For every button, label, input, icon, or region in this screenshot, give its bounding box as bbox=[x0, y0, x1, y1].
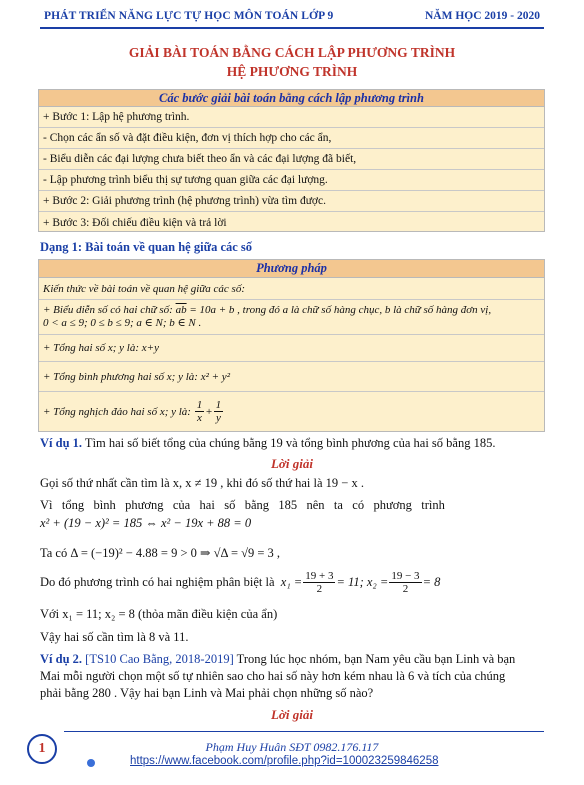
root-x1-label: x₁ = bbox=[280, 575, 303, 589]
header-divider bbox=[40, 27, 544, 29]
step-row: - Biểu diễn các đại lượng chưa biết theo ẩn và các đại lượng đã biết, bbox=[39, 149, 544, 170]
steps-box bbox=[38, 89, 545, 232]
root-end: = 8 bbox=[422, 575, 441, 589]
step-row: + Bước 2: Giải phương trình (hệ phương trình) vừa tìm được. bbox=[39, 191, 544, 212]
example1-label: Ví dụ 1. bbox=[40, 436, 83, 450]
example1-conclusion: Vậy hai số cần tìm là 8 và 11. bbox=[40, 630, 189, 644]
example2-solution-heading: Lời giải bbox=[270, 707, 313, 722]
fraction-1-over-x: $\frac{1}{x}$ bbox=[196, 399, 203, 424]
example1-line: Với x₁ = 11; x₂ = 8 (thỏa mãn điều kiện của ẩn) bbox=[40, 607, 278, 621]
method-sum-squares bbox=[39, 362, 544, 392]
method-two-digit-formula: = 10a + b , trong đó a là chữ số hàng chục, b là chữ số hàng đơn vị, bbox=[189, 304, 492, 316]
overline-ab: $\overline{ab}$ bbox=[175, 304, 187, 316]
page-number: 1 bbox=[27, 734, 57, 764]
example1-roots bbox=[40, 570, 440, 595]
example2-statement-line3: phải bằng 280 . Vậy hai bạn Linh và Mai phải chọn những số nào? bbox=[40, 686, 374, 700]
method-box bbox=[38, 259, 545, 432]
example2-statement-line1 bbox=[40, 652, 515, 667]
example1-text: Tìm hai số biết tổng của chúng bằng 19 và tổng bình phương của hai số bằng 185. bbox=[82, 436, 496, 450]
page-title-line2: HỆ PHƯƠNG TRÌNH bbox=[226, 64, 358, 79]
fraction-1-over-y: $\frac{1}{y}$ bbox=[215, 399, 222, 424]
step-row: - Lập phương trình biểu thị sự tương quan giữa các đại lượng. bbox=[39, 170, 544, 191]
bullet-icon bbox=[87, 759, 95, 767]
header-title: PHÁT TRIỂN NĂNG LỰC TỰ HỌC MÔN TOÁN LỚP 9 bbox=[44, 10, 334, 22]
example1-solution-heading: Lời giải bbox=[270, 456, 313, 471]
method-sum-squares-label: + Tổng bình phương hai số x; y là: bbox=[43, 370, 198, 383]
steps-box-heading: Các bước giải bài toán bằng cách lập phương trình bbox=[39, 90, 544, 107]
section-heading-dang1: Dạng 1: Bài toán về quan hệ giữa các số bbox=[40, 240, 253, 254]
example2-source: [TS10 Cao Bằng, 2018-2019] bbox=[82, 652, 234, 666]
example2-statement-line2: Mai mỗi người chọn một số tự nhiên sao cho hai số này hơn kém nhau là 6 và tích của chúng bbox=[40, 669, 506, 683]
footer-divider bbox=[64, 731, 544, 732]
method-box-heading: Phương pháp bbox=[39, 260, 544, 278]
method-two-digit-conditions: 0 < a ≤ 9; 0 ≤ b ≤ 9; a ∈ N; b ∈ N . bbox=[43, 317, 202, 329]
example1-statement bbox=[40, 436, 495, 451]
step-row: + Bước 1: Lập hệ phương trình. bbox=[39, 107, 544, 128]
method-sum-inverse: + Tổng nghịch đảo hai số x; y là: $\frac{1}{x}$ + $\frac{1}{y}$ bbox=[43, 399, 222, 424]
method-intro: Kiến thức về bài toán về quan hệ giữa các số: bbox=[39, 278, 544, 300]
root-mid: = 11; x₂ = bbox=[336, 575, 389, 589]
example1-line: Gọi số thứ nhất cần tìm là x, x ≠ 19 , khi đó số thứ hai là 19 − x . bbox=[40, 476, 364, 490]
method-sum: + Tổng hai số x; y là: x+y bbox=[39, 335, 544, 362]
example1-roots-label: Do đó phương trình có hai nghiệm phân biệt là bbox=[40, 575, 275, 589]
header-school-year: NĂM HỌC 2019 - 2020 bbox=[425, 10, 540, 22]
step-row: + Bước 3: Đối chiếu điều kiện và trả lời bbox=[43, 216, 227, 229]
example1-line: Vì tổng bình phương của hai số bằng 185 nên ta có phương trình bbox=[40, 498, 445, 512]
page-title-line1: GIẢI BÀI TOÁN BẰNG CÁCH LẬP PHƯƠNG TRÌNH bbox=[128, 45, 456, 60]
method-sum-squares-expr: x² + y² bbox=[200, 370, 230, 383]
example2-text: Trong lúc học nhóm, bạn Nam yêu cầu bạn Linh và bạn bbox=[233, 652, 516, 666]
method-two-digit-label: + Biểu diễn số có hai chữ số: bbox=[43, 304, 173, 316]
step-row: - Chọn các ẩn số và đặt điều kiện, đơn vị thích hợp cho các ẩn, bbox=[39, 128, 544, 149]
fraction-root2: $\frac{19 - 3}{2}$ bbox=[391, 570, 420, 595]
footer-author: Phạm Huy Huân SĐT 0982.176.117 bbox=[205, 740, 379, 754]
facebook-link[interactable]: https://www.facebook.com/profile.php?id=100023259846258 bbox=[130, 755, 439, 767]
method-sum-inverse-label: + Tổng nghịch đảo hai số x; y là: bbox=[43, 405, 191, 418]
example1-line: Ta có Δ = (−19)² − 4.88 = 9 > 0 ⇒ √Δ = √9 = 3 , bbox=[40, 546, 281, 560]
example1-equation: x² + (19 − x)² = 185 ⇔ x² − 19x + 88 = 0 bbox=[40, 516, 252, 530]
fraction-root1: $\frac{19 + 3}{2}$ bbox=[305, 570, 334, 595]
example2-label: Ví dụ 2. bbox=[40, 652, 83, 666]
method-two-digit bbox=[39, 300, 544, 335]
